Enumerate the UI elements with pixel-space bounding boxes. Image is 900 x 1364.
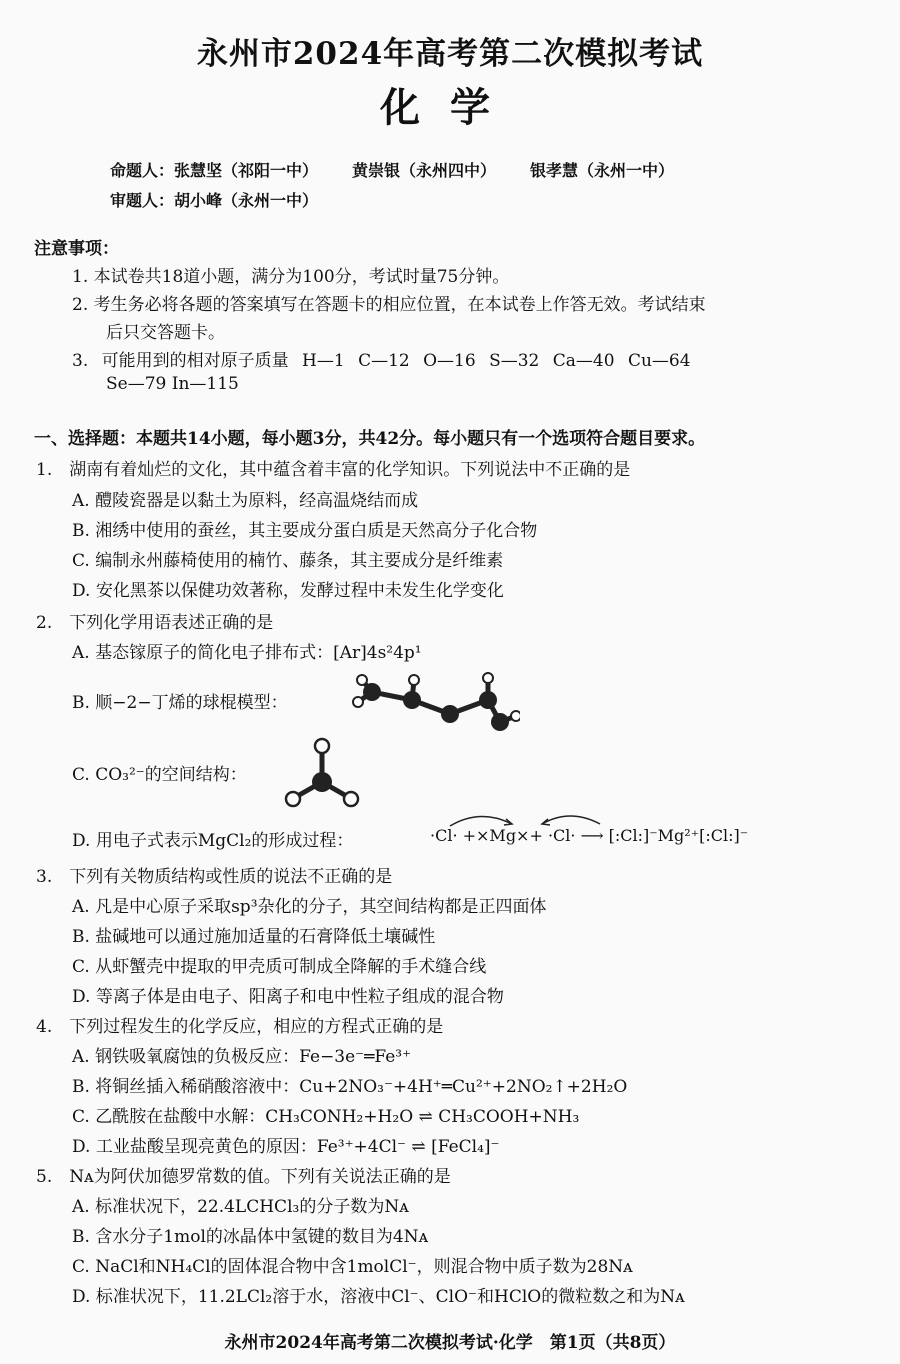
question-5-stem: 5. Nᴀ为阿伏加德罗常数的值。下列有关说法正确的是 <box>36 1167 451 1187</box>
proposers-line <box>110 158 708 181</box>
reviewer-label: 审题人： <box>110 191 175 210</box>
exam-title: 永州市2024年高考第二次模拟考试 <box>196 36 704 72</box>
page-footer: 永州市2024年高考第二次模拟考试·化学 第1页（共8页） <box>224 1333 676 1353</box>
option-3b: B. 盐碱地可以通过施加适量的石膏降低土壤碱性 <box>72 927 436 947</box>
mgcl2-formation-equation: ·Cl· +×Mg×+ ·Cl· ⟶ [:Cl:]⁻Mg²⁺[:Cl:]⁻ <box>430 826 749 845</box>
notice-item: Se—79 In—115 <box>106 374 239 394</box>
option-2d: D. 用电子式表示MgCl₂的形成过程： <box>72 831 354 851</box>
option-4d: D. 工业盐酸呈现亮黄色的原因：Fe³⁺+4Cl⁻ ⇌ [FeCl₄]⁻ <box>72 1137 500 1157</box>
subject-title: 化学 <box>380 84 520 131</box>
option-4c: C. 乙酰胺在盐酸中水解：CH₃CONH₂+H₂O ⇌ CH₃COOH+NH₃ <box>72 1107 580 1127</box>
proposer-label: 命题人： <box>110 161 175 180</box>
option-1b: B. 湘绣中使用的蚕丝，其主要成分蛋白质是天然高分子化合物 <box>72 521 538 541</box>
reviewer-line <box>110 188 352 211</box>
option-2b: B. 顺−2−丁烯的球棍模型： <box>72 693 288 713</box>
option-1d: D. 安化黑茶以保健功效著称，发酵过程中未发生化学变化 <box>72 581 504 601</box>
proposer-2: 黄崇银（永州四中） <box>352 161 497 180</box>
option-3c: C. 从虾蟹壳中提取的甲壳质可制成全降解的手术缝合线 <box>72 957 487 977</box>
notice-title: 注意事项： <box>34 239 119 259</box>
notice-item: 1. 本试卷共18道小题，满分为100分，考试时量75分钟。 <box>72 267 510 287</box>
section-heading: 一、选择题：本题共14小题，每小题3分，共42分。每小题只有一个选项符合题目要求。 <box>34 429 706 449</box>
question-2-stem: 2. 下列化学用语表述正确的是 <box>36 613 274 633</box>
notice-item: 后只交答题卡。 <box>106 323 225 343</box>
question-3-stem: 3. 下列有关物质结构或性质的说法不正确的是 <box>36 867 393 887</box>
notice-item: 3. 可能用到的相对原子质量 H—1 C—12 O—16 S—32 Ca—40 Cu—64 <box>72 351 691 371</box>
carbonate-structure-model <box>282 736 362 808</box>
proposer-3: 银孝慧（永州一中） <box>530 161 675 180</box>
electron-transfer-arrows <box>440 808 610 832</box>
option-4b: B. 将铜丝插入稀硝酸溶液中：Cu+2NO₃⁻+4H⁺═Cu²⁺+2NO₂↑+2H₂O <box>72 1077 628 1097</box>
question-1-stem: 1. 湖南有着灿烂的文化，其中蕴含着丰富的化学知识。下列说法中不正确的是 <box>36 460 631 480</box>
reviewer: 胡小峰（永州一中） <box>174 191 319 210</box>
option-5a: A. 标准状况下，22.4LCHCl₃的分子数为Nᴀ <box>72 1197 409 1217</box>
question-4-stem: 4. 下列过程发生的化学反应，相应的方程式正确的是 <box>36 1017 444 1037</box>
option-5c: C. NaCl和NH₄Cl的固体混合物中含1molCl⁻，则混合物中质子数为28Nᴀ <box>72 1257 633 1277</box>
notice-item: 2. 考生务必将各题的答案填写在答题卡的相应位置，在本试卷上作答无效。考试结束 <box>72 295 706 315</box>
option-5b: B. 含水分子1mol的冰晶体中氢键的数目为4Nᴀ <box>72 1227 429 1247</box>
option-3d: D. 等离子体是由电子、阳离子和电中性粒子组成的混合物 <box>72 987 504 1007</box>
option-1c: C. 编制永州藤椅使用的楠竹、藤条，其主要成分是纤维素 <box>72 551 504 571</box>
cis-2-butene-ball-stick-model <box>350 666 520 732</box>
option-2c: C. CO₃²⁻的空间结构： <box>72 765 247 785</box>
option-1a: A. 醴陵瓷器是以黏土为原料，经高温烧结而成 <box>72 491 419 511</box>
option-5d: D. 标准状况下，11.2LCl₂溶于水，溶液中Cl⁻、ClO⁻和HClO的微粒数之和为Nᴀ <box>72 1287 685 1307</box>
option-2a: A. 基态镓原子的简化电子排布式：[Ar]4s²4p¹ <box>72 643 422 663</box>
option-3a: A. 凡是中心原子采取sp³杂化的分子，其空间结构都是正四面体 <box>72 897 547 917</box>
proposer-1: 张慧坚（祁阳一中） <box>174 161 319 180</box>
option-4a: A. 钢铁吸氧腐蚀的负极反应：Fe−3e⁻═Fe³⁺ <box>72 1047 412 1067</box>
